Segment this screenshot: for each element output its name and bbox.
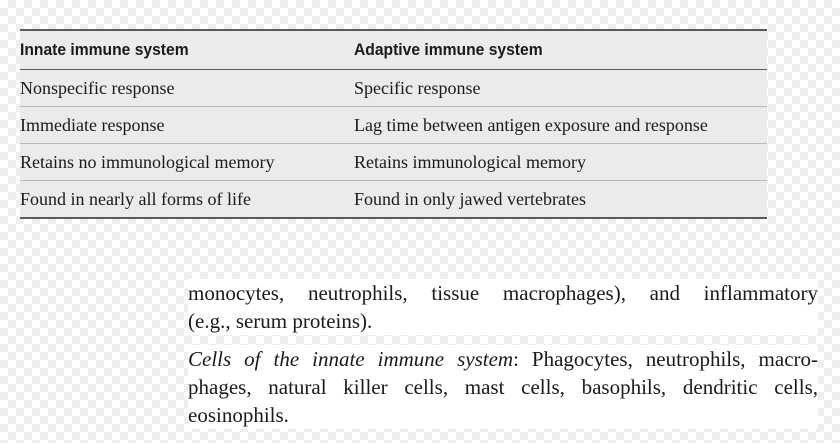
cell-innate: Found in nearly all forms of life [20,188,251,209]
cell-adaptive: Found in only jawed vertebrates [354,188,586,209]
paragraph-lead-in: Cells of the innate immune system [188,347,514,371]
cell-innate: Immediate response [20,114,165,135]
paragraph-line: monocytes, neutrophils, tissue macrophages), and inflammatory [188,281,818,305]
table-header-row [20,31,767,70]
header-adaptive: Adaptive immune system [354,40,543,59]
paragraph-line [188,345,818,373]
cell-adaptive: Retains immunological memory [354,151,586,172]
body-paragraph-1 [188,279,818,335]
table-row [20,70,767,106]
table-row [20,143,767,180]
header-innate: Innate immune system [20,40,189,59]
paragraph-line: eosinophils. [188,403,289,427]
table-row [20,180,767,217]
cell-adaptive: Specific response [354,77,481,98]
table-row [20,106,767,143]
cell-innate: Nonspecific response [20,77,175,98]
cell-innate: Retains no immunological memory [20,151,275,172]
paragraph-line: phages, natural killer cells, mast cells, basophils, dendritic cells, [188,375,818,399]
cell-adaptive: Lag time between antigen exposure and response [354,114,708,135]
paragraph-line: (e.g., serum proteins). [188,309,373,333]
comparison-table [20,29,767,219]
paragraph-line-rest: : Phagocytes, neutrophils, macro- [513,347,819,371]
body-paragraph-2 [188,345,818,429]
